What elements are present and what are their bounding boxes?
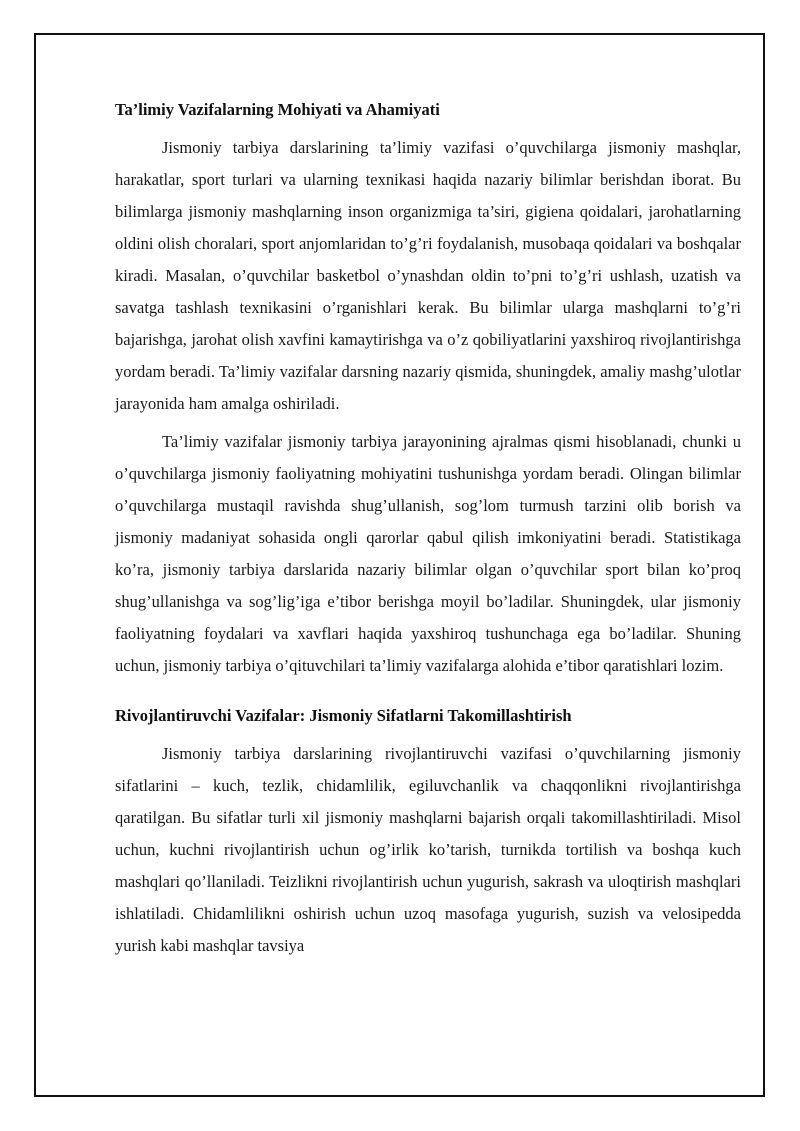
document-body <box>115 94 741 962</box>
paragraph-2: Ta’limiy vazifalar jismoniy tarbiya jarayonining ajralmas qismi hisoblanadi, chunki u o’quvchilarga jismoniy faoliyatning mohiyatini tushunishga yordam beradi. Olingan bilimlar o’quvchilarga mustaqil ravishda shug’ullanish, sog’lom turmush tarzini olib borish va jismoniy madaniyat sohasida ongli qarorlar qabul qilish imkoniyatini beradi. Statistikaga ko’ra, jismoniy tarbiya darslarida nazariy bilimlar olgan o’quvchilar sport bilan ko’proq shug’ullanishga va sog’lig’iga e’tibor berishga moyil bo’ladilar. Shuningdek, ular jismoniy faoliyatning foydalari va xavflari haqida yaxshiroq tushunchaga ega bo’ladilar. Shuning uchun, jismoniy tarbiya o’qituvchilari ta’limiy vazifalarga alohida e’tibor qaratishlari lozim. <box>115 432 741 675</box>
paragraph-1: Jismoniy tarbiya darslarining ta’limiy vazifasi o’quvchilarga jismoniy mashqlar, harakatlar, sport turlari va ularning texnikasi haqida nazariy bilimlar berishdan iborat. Bu bilimlarga jismoniy mashqlarning inson organizmiga ta’siri, gigiena qoidalari, jarohatlarning oldini olish choralari, sport anjomlaridan to’g’ri foydalanish, musobaqa qoidalari va boshqalar kiradi. Masalan, o’quvchilar basketbol o’ynashdan oldin to’pni to’g’ri ushlash, uzatish va savatga tashlash texnikasini o’rganishlari kerak. Bu bilimlar ularga mashqlarni to’g’ri bajarishga, jarohat olish xavfini kamaytirishga va o’z qobiliyatlarini yaxshiroq rivojlantirishga yordam beradi. Ta’limiy vazifalar darsning nazariy qismida, shuningdek, amaliy mashg’ulotlar jarayonida ham amalga oshiriladi. <box>115 138 741 413</box>
section-heading-1: Ta’limiy Vazifalarning Mohiyati va Ahamiyati <box>115 100 440 119</box>
section-heading-2: Rivojlantiruvchi Vazifalar: Jismoniy Sifatlarni Takomillashtirish <box>115 706 572 725</box>
paragraph-3: Jismoniy tarbiya darslarining rivojlantiruvchi vazifasi o’quvchilarning jismoniy sifatlarini – kuch, tezlik, chidamlilik, egiluvchanlik va chaqqonlikni rivojlantirishga qaratilgan. Bu sifatlar turli xil jismoniy mashqlarni bajarish orqali takomillashtiriladi. Misol uchun, kuchni rivojlantirish uchun og’irlik ko’tarish, turnikda tortilish va boshqa kuch mashqlari qo’llaniladi. Teizlikni rivojlantirish uchun yugurish, sakrash va uloqtirish mashqlari ishlatiladi. Chidamlilikni oshirish uchun uzoq masofaga yugurish, suzish va velosipedda yurish kabi mashqlar tavsiya <box>115 744 741 955</box>
